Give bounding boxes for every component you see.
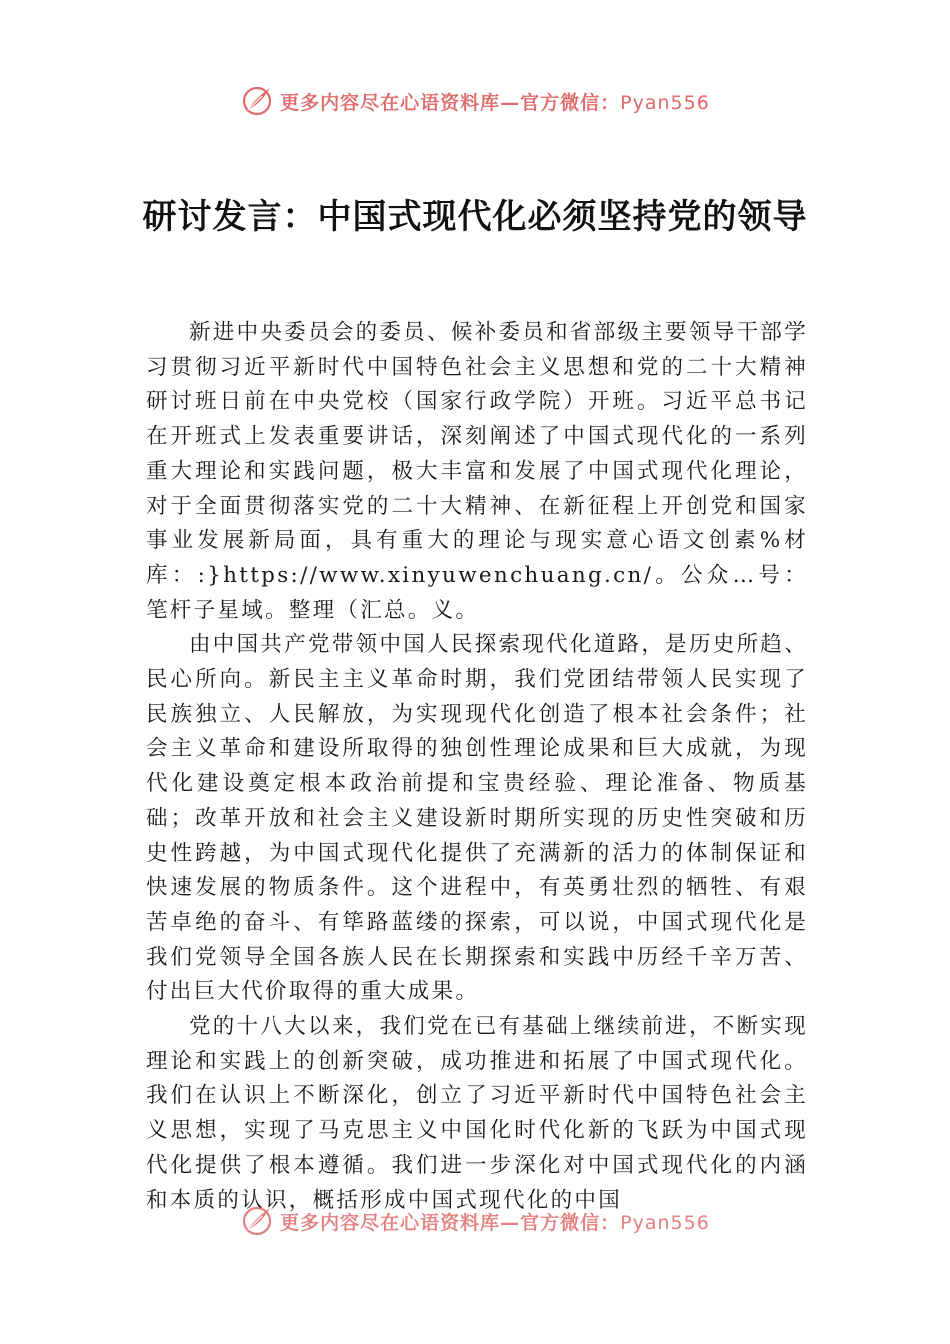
watermark-text: 更多内容尽在心语资料库—官方微信：Pyan556 (280, 1211, 710, 1234)
document-title: 研讨发言：中国式现代化必须坚持党的领导 (142, 197, 808, 237)
feather-circle-logo-icon (240, 1204, 274, 1238)
paragraph-2: 由中国共产党带领中国人民探索现代化道路，是历史所趋、民心所向。新民主主义革命时期，我们党团结带领人民实现了民族独立、人民解放，为实现现代化创造了根本社会条件；社会主义革命和建设所取得的独创性理论成果和巨大成就，为现代化建设奠定根本政治前提和宝贵经验、理论准备、物质基础；改革开放和社会主义建设新时期所实现的历史性突破和历史性跨越，为中国式现代化提供了充满新的活力的体制保证和快速发展的物质条件。这个进程中，有英勇壮烈的牺牲、有艰苦卓绝的奋斗、有筚路蓝缕的探索，可以说，中国式现代化是我们党领导全国各族人民在长期探索和实践中历经千辛万苦、付出巨大代价取得的重大成果。 (146, 632, 808, 1005)
paragraph-3: 党的十八大以来，我们党在已有基础上继续前进，不断实现理论和实践上的创新突破，成功推进和拓展了中国式现代化。我们在认识上不断深化，创立了习近平新时代中国特色社会主义思想，实现了马克思主义中国化时代化新的飞跃为中国式现代化提供了根本遵循。我们进一步深化对中国式现代化的内涵和本质的认识，概括形成中国式现代化的中国 (146, 1014, 808, 1213)
document-body (146, 316, 808, 1216)
header-watermark (0, 84, 950, 118)
watermark-text: 更多内容尽在心语资料库—官方微信：Pyan556 (280, 91, 710, 114)
paragraph-1: 新进中央委员会的委员、候补委员和省部级主要领导干部学习贯彻习近平新时代中国特色社会主义思想和党的二十大精神研讨班日前在中央党校（国家行政学院）开班。习近平总书记在开班式上发表重要讲话，深刻阐述了中国式现代化的一系列重大理论和实践问题，极大丰富和发展了中国式现代化理论，对于全面贯彻落实党的二十大精神、在新征程上开创党和国家事业发展新局面，具有重大的理论与现实意心语文创素%材库：:}https://www.xinyuwenchuang.cn/。公众…号：笔杆子星域。整理（汇总。义。 (146, 320, 808, 623)
footer-watermark (0, 1204, 950, 1238)
feather-circle-logo-icon (240, 84, 274, 118)
